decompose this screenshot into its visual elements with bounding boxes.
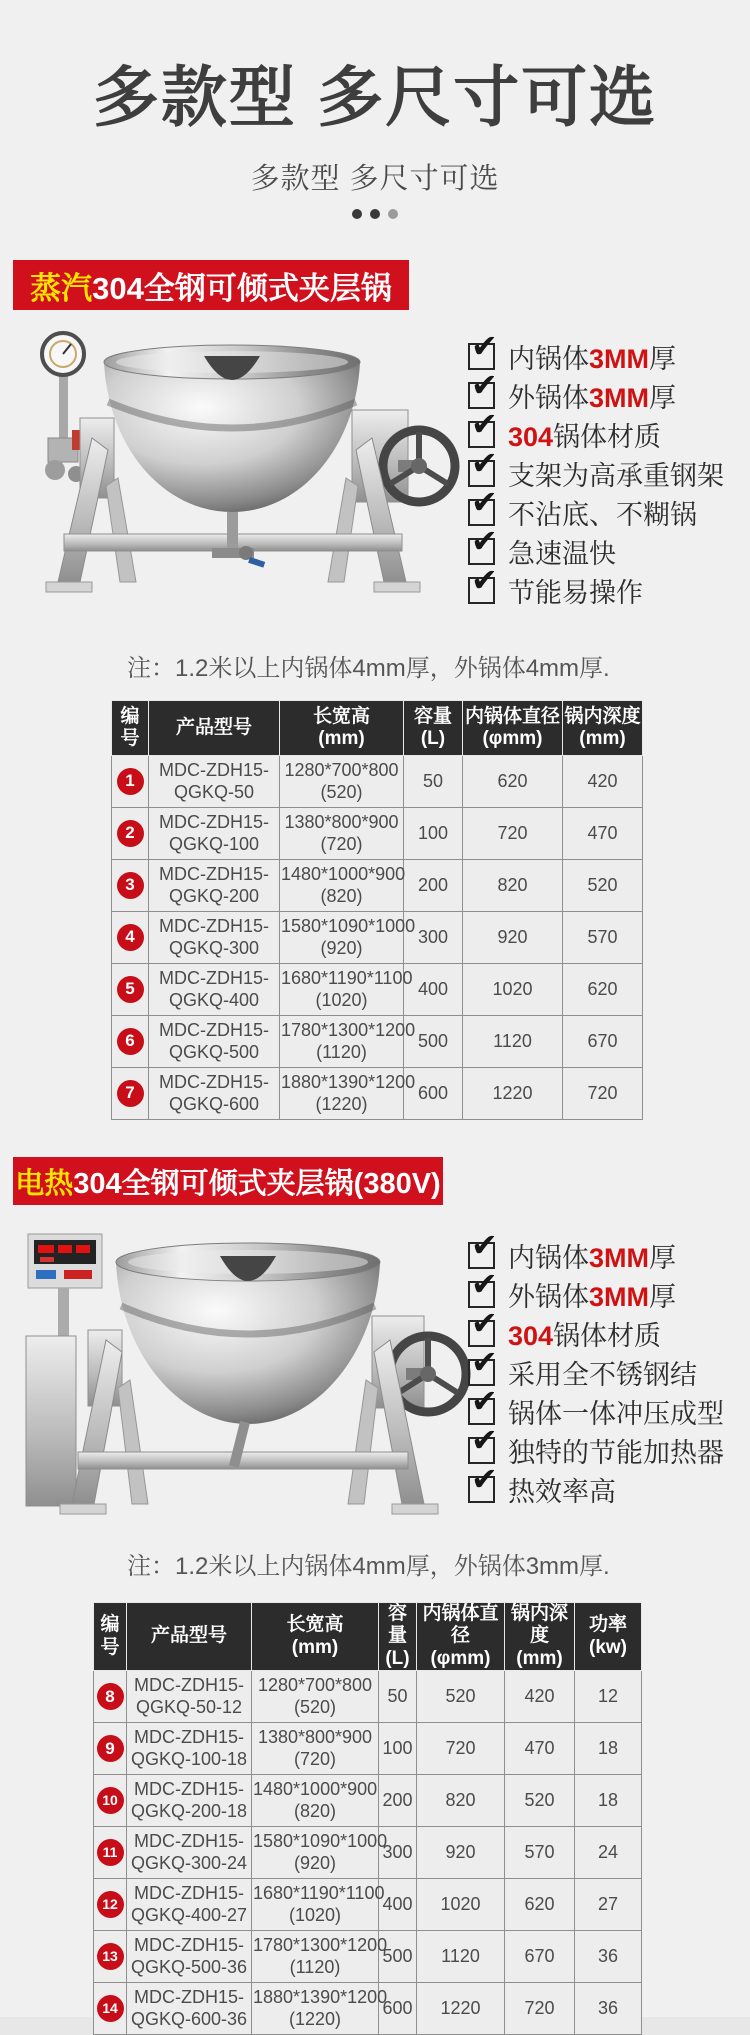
feature-text: 304锅体材质: [508, 1321, 662, 1351]
diameter-cell: 1020: [417, 1879, 505, 1931]
model-row: [94, 1775, 642, 1827]
header-row: [112, 701, 643, 756]
check-icon: ✔: [468, 1398, 495, 1425]
check-icon: ✔: [468, 421, 495, 448]
feature-item: [468, 1266, 724, 1314]
column-header: 容量 (L): [379, 1603, 417, 1671]
dimensions-cell: 1280*700*800 (520): [252, 1671, 379, 1723]
depth-cell: 470: [505, 1723, 575, 1775]
power-cell: 36: [575, 1931, 642, 1983]
carousel-dot[interactable]: [352, 209, 362, 219]
capacity-cell: 100: [404, 808, 463, 860]
diameter-cell: 920: [417, 1827, 505, 1879]
model-cell: MDC-ZDH15- QGKQ-50: [149, 756, 280, 808]
power-cell: 18: [575, 1775, 642, 1827]
electric-badge-text: 304全钢可倾式夹层锅(380V): [73, 1167, 441, 1200]
power-cell: 24: [575, 1827, 642, 1879]
capacity-cell: 500: [379, 1931, 417, 1983]
column-header: 产品型号: [149, 701, 280, 756]
power-cell: 36: [575, 1983, 642, 2035]
check-icon: ✔: [468, 538, 495, 565]
dimensions-cell: 1480*1000*900 (820): [252, 1775, 379, 1827]
row-number-cell: [112, 756, 149, 808]
steam-note: 注：1.2米以上内锅体4mm厚，外锅体4mm厚.: [127, 655, 610, 682]
column-header: 内锅体直径 (φmm): [417, 1603, 505, 1671]
dimensions-cell: 1680*1190*1100 (1020): [252, 1879, 379, 1931]
model-row: [94, 1723, 642, 1775]
row-number-cell: [94, 1827, 127, 1879]
model-cell: MDC-ZDH15- QGKQ-600-36: [127, 1983, 252, 2035]
row-number-cell: [112, 1016, 149, 1068]
model-row: [112, 912, 643, 964]
diameter-cell: 1220: [417, 1983, 505, 2035]
model-cell: MDC-ZDH15- QGKQ-100: [149, 808, 280, 860]
diameter-cell: 820: [463, 860, 563, 912]
column-header: 长宽高 (mm): [280, 701, 404, 756]
model-cell: MDC-ZDH15- QGKQ-200-18: [127, 1775, 252, 1827]
electric-kettle-image: [0, 1212, 465, 1542]
check-icon: ✔: [468, 460, 495, 487]
check-icon: ✔: [468, 382, 495, 409]
capacity-cell: 100: [379, 1723, 417, 1775]
model-cell: MDC-ZDH15- QGKQ-400: [149, 964, 280, 1016]
diameter-cell: 1220: [463, 1068, 563, 1120]
steam-badge-text: 304全钢可倾式夹层锅: [92, 270, 392, 306]
row-number-badge: 7: [117, 1080, 144, 1107]
carousel-dot[interactable]: [370, 209, 380, 219]
depth-cell: 470: [563, 808, 643, 860]
check-icon: ✔: [468, 577, 495, 604]
steam-section-badge: [13, 260, 409, 310]
check-icon: ✔: [468, 1242, 495, 1269]
depth-cell: 620: [505, 1879, 575, 1931]
electric-section-badge: [13, 1157, 443, 1205]
depth-cell: 720: [563, 1068, 643, 1120]
feature-text: 支架为高承重钢架: [508, 461, 724, 491]
row-number-cell: [94, 1671, 127, 1723]
depth-cell: 520: [505, 1775, 575, 1827]
dimensions-cell: 1380*800*900 (720): [280, 808, 404, 860]
capacity-cell: 300: [404, 912, 463, 964]
model-cell: MDC-ZDH15- QGKQ-600: [149, 1068, 280, 1120]
capacity-cell: 200: [404, 860, 463, 912]
row-number-cell: [94, 1879, 127, 1931]
electric-note: 注：1.2米以上内锅体4mm厚，外锅体3mm厚.: [127, 1553, 610, 1580]
row-number-cell: [112, 808, 149, 860]
depth-cell: 420: [563, 756, 643, 808]
electric-model-table: [93, 1602, 642, 2035]
depth-cell: 520: [563, 860, 643, 912]
dimensions-cell: 1580*1090*1000 (920): [252, 1827, 379, 1879]
diameter-cell: 720: [417, 1723, 505, 1775]
capacity-cell: 600: [379, 1983, 417, 2035]
capacity-cell: 600: [404, 1068, 463, 1120]
row-number-badge: 11: [97, 1839, 124, 1866]
feature-item: [468, 445, 724, 493]
row-number-badge: 4: [117, 924, 144, 951]
dimensions-cell: 1780*1300*1200 (1120): [252, 1931, 379, 1983]
steam-feature-list: [468, 328, 724, 610]
row-number-cell: [94, 1723, 127, 1775]
feature-item: [468, 1305, 724, 1353]
header-row: [94, 1603, 642, 1671]
depth-cell: 670: [505, 1931, 575, 1983]
model-cell: MDC-ZDH15- QGKQ-400-27: [127, 1879, 252, 1931]
diameter-cell: 720: [463, 808, 563, 860]
row-number-badge: 8: [97, 1683, 124, 1710]
feature-item: [468, 1344, 724, 1392]
capacity-cell: 300: [379, 1827, 417, 1879]
capacity-cell: 400: [404, 964, 463, 1016]
row-number-cell: [94, 1983, 127, 2035]
model-row: [112, 808, 643, 860]
page-subtitle: 多款型 多尺寸可选: [250, 163, 500, 195]
model-row: [112, 1016, 643, 1068]
row-number-cell: [112, 1068, 149, 1120]
model-cell: MDC-ZDH15- QGKQ-50-12: [127, 1671, 252, 1723]
depth-cell: 420: [505, 1671, 575, 1723]
model-row: [94, 1879, 642, 1931]
model-row: [112, 860, 643, 912]
dimensions-cell: 1280*700*800 (520): [280, 756, 404, 808]
electric-badge-highlight: 电热: [15, 1167, 74, 1200]
feature-text: 内锅体3MM厚: [508, 344, 676, 374]
column-header: 产品型号: [127, 1603, 252, 1671]
row-number-badge: 14: [97, 1995, 124, 2022]
carousel-dots: [0, 206, 750, 224]
capacity-cell: 400: [379, 1879, 417, 1931]
depth-cell: 570: [563, 912, 643, 964]
depth-cell: 620: [563, 964, 643, 1016]
check-icon: ✔: [468, 499, 495, 526]
feature-text: 外锅体3MM厚: [508, 383, 676, 413]
capacity-cell: 200: [379, 1775, 417, 1827]
row-number-badge: 5: [117, 976, 144, 1003]
diameter-cell: 820: [417, 1775, 505, 1827]
model-row: [94, 1827, 642, 1879]
power-cell: 27: [575, 1879, 642, 1931]
check-icon: ✔: [468, 343, 495, 370]
row-number-badge: 3: [117, 872, 144, 899]
kettle-bowl: [116, 1243, 380, 1424]
model-cell: MDC-ZDH15- QGKQ-500-36: [127, 1931, 252, 1983]
feature-text: 热效率高: [508, 1477, 616, 1507]
capacity-cell: 500: [404, 1016, 463, 1068]
column-header: 锅内深度 (mm): [505, 1603, 575, 1671]
feature-item: [468, 484, 724, 532]
steam-badge-highlight: 蒸汽: [30, 270, 93, 306]
capacity-cell: 50: [404, 756, 463, 808]
dimensions-cell: 1480*1000*900 (820): [280, 860, 404, 912]
feature-item: [468, 328, 724, 376]
diameter-cell: 1120: [417, 1931, 505, 1983]
diameter-cell: 1120: [463, 1016, 563, 1068]
dimensions-cell: 1780*1300*1200 (1120): [280, 1016, 404, 1068]
steam-model-table: [111, 700, 643, 1120]
diameter-cell: 520: [417, 1671, 505, 1723]
row-number-badge: 1: [117, 768, 144, 795]
row-number-cell: [112, 964, 149, 1016]
model-cell: MDC-ZDH15- QGKQ-500: [149, 1016, 280, 1068]
column-header: 长宽高 (mm): [252, 1603, 379, 1671]
dimensions-cell: 1880*1390*1200 (1220): [252, 1983, 379, 2035]
model-row: [94, 1983, 642, 2035]
check-icon: ✔: [468, 1281, 495, 1308]
model-row: [94, 1931, 642, 1983]
check-icon: ✔: [468, 1476, 495, 1503]
diameter-cell: 920: [463, 912, 563, 964]
model-cell: MDC-ZDH15- QGKQ-300: [149, 912, 280, 964]
depth-cell: 570: [505, 1827, 575, 1879]
check-icon: ✔: [468, 1437, 495, 1464]
feature-text: 不沾底、不糊锅: [508, 500, 697, 530]
feature-text: 急速温快: [508, 539, 616, 569]
steam-kettle-image: [0, 318, 465, 623]
feature-text: 采用全不锈钢结: [508, 1360, 697, 1390]
row-number-cell: [112, 860, 149, 912]
feature-text: 独特的节能加热器: [508, 1438, 724, 1468]
row-number-cell: [112, 912, 149, 964]
diameter-cell: 1020: [463, 964, 563, 1016]
row-number-badge: 2: [117, 820, 144, 847]
model-row: [112, 964, 643, 1016]
row-number-badge: 13: [97, 1943, 124, 1970]
feature-item: [468, 1422, 724, 1470]
model-cell: MDC-ZDH15- QGKQ-300-24: [127, 1827, 252, 1879]
check-icon: ✔: [468, 1320, 495, 1347]
feature-text: 内锅体3MM厚: [508, 1243, 676, 1273]
feature-item: [468, 1383, 724, 1431]
model-row: [94, 1671, 642, 1723]
electric-feature-list: [468, 1227, 724, 1509]
feature-item: [468, 1461, 724, 1509]
column-header: 编号: [112, 701, 149, 756]
capacity-cell: 50: [379, 1671, 417, 1723]
model-row: [112, 756, 643, 808]
page-title: 多款型 多尺寸可选: [92, 60, 658, 134]
depth-cell: 670: [563, 1016, 643, 1068]
feature-text: 外锅体3MM厚: [508, 1282, 676, 1312]
feature-item: [468, 523, 724, 571]
kettle-bowl: [104, 345, 360, 512]
feature-item: [468, 562, 724, 610]
row-number-badge: 6: [117, 1028, 144, 1055]
column-header: 锅内深度 (mm): [563, 701, 643, 756]
feature-text: 304锅体材质: [508, 422, 662, 452]
dimensions-cell: 1680*1190*1100 (1020): [280, 964, 404, 1016]
check-icon: ✔: [468, 1359, 495, 1386]
row-number-cell: [94, 1775, 127, 1827]
row-number-badge: 10: [97, 1787, 124, 1814]
model-cell: MDC-ZDH15- QGKQ-200: [149, 860, 280, 912]
row-number-badge: 9: [97, 1735, 124, 1762]
power-cell: 12: [575, 1671, 642, 1723]
column-header: 内锅体直径 (φmm): [463, 701, 563, 756]
model-cell: MDC-ZDH15- QGKQ-100-18: [127, 1723, 252, 1775]
dimensions-cell: 1880*1390*1200 (1220): [280, 1068, 404, 1120]
column-header: 编号: [94, 1603, 127, 1671]
column-header: 容量 (L): [404, 701, 463, 756]
carousel-dot[interactable]: [388, 209, 398, 219]
feature-text: 节能易操作: [508, 578, 643, 608]
model-row: [112, 1068, 643, 1120]
power-cell: 18: [575, 1723, 642, 1775]
depth-cell: 720: [505, 1983, 575, 2035]
dimensions-cell: 1380*800*900 (720): [252, 1723, 379, 1775]
row-number-cell: [94, 1931, 127, 1983]
column-header: 功率 (kw): [575, 1603, 642, 1671]
feature-text: 锅体一体冲压成型: [508, 1399, 724, 1429]
row-number-badge: 12: [97, 1891, 124, 1918]
feature-item: [468, 406, 724, 454]
dimensions-cell: 1580*1090*1000 (920): [280, 912, 404, 964]
diameter-cell: 620: [463, 756, 563, 808]
feature-item: [468, 1227, 724, 1275]
feature-item: [468, 367, 724, 415]
